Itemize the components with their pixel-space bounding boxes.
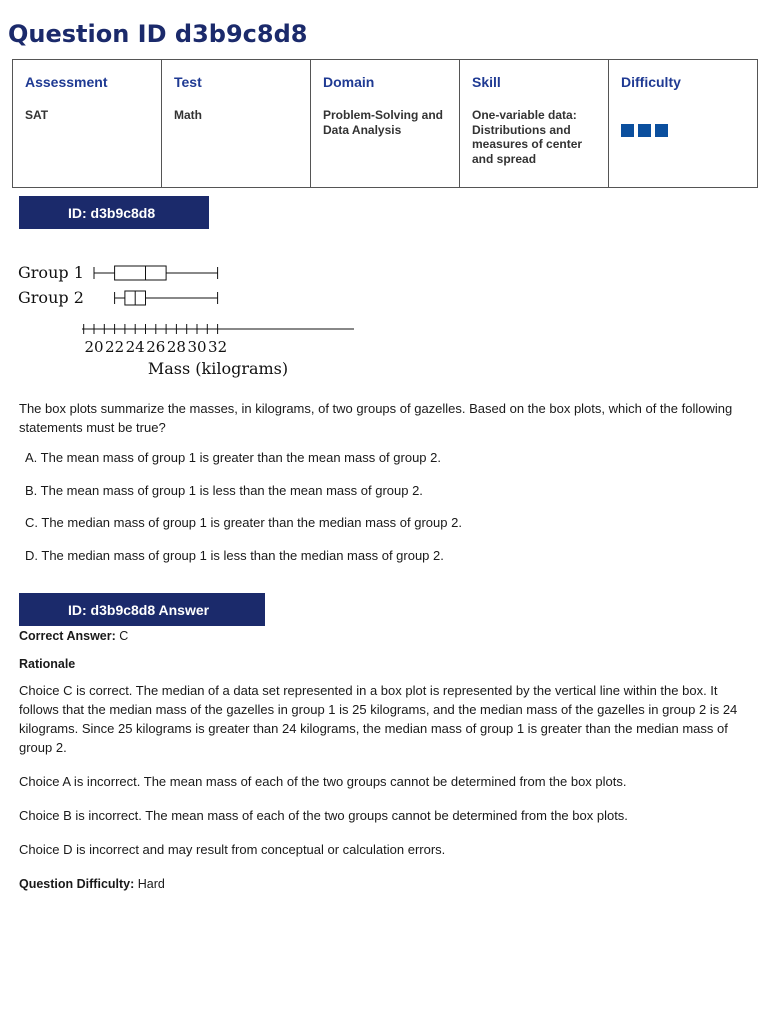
rationale-heading: Rationale — [19, 657, 76, 671]
group-1-box — [115, 266, 167, 280]
meta-value-skill: One-variable data: Distributions and measures of center and spread — [472, 108, 583, 166]
question-difficulty-value: Hard — [137, 877, 165, 891]
x-tick-label: 22 — [105, 338, 125, 356]
correct-answer-line — [19, 629, 128, 643]
x-tick-label: 32 — [208, 338, 228, 356]
meta-cell-test — [162, 60, 311, 188]
x-tick-label: 28 — [166, 338, 186, 356]
meta-cell-domain — [311, 60, 460, 188]
x-tick-label: 26 — [146, 338, 166, 356]
meta-cell-difficulty — [609, 60, 758, 188]
correct-answer-label: Correct Answer: — [19, 629, 116, 643]
rationale-paragraph-c: Choice C is correct. The median of a data set represented in a box plot is represented by the vertical line within the box. It follows that the median mass of the gazelles in group 1 is 25 kilograms, and the median mass of the gazelles in group 2 is 24 kilograms. Since 25 kilograms is greater than 24 kilograms, the median mass of group 1 is greater than the median mass of group 2. — [19, 683, 738, 755]
meta-cell-skill — [460, 60, 609, 188]
meta-header-difficulty: Difficulty — [621, 74, 681, 90]
question-prompt: The box plots summarize the masses, in kilograms, of two groups of gazelles. Based on the box plots, which of the following statements must be true? — [19, 401, 733, 435]
meta-header-skill: Skill — [472, 74, 501, 90]
rationale-paragraph-d: Choice D is incorrect and may result from conceptual or calculation errors. — [19, 842, 446, 857]
meta-cell-assessment — [13, 60, 162, 188]
question-difficulty-label: Question Difficulty: — [19, 877, 135, 891]
x-tick-label: 24 — [125, 338, 145, 356]
question-meta-table — [12, 59, 758, 188]
answer-id-bar: ID: d3b9c8d8 Answer — [19, 593, 265, 626]
choice-d: D. The median mass of group 1 is less than the median mass of group 2. — [25, 548, 444, 563]
rationale-paragraph-a: Choice A is incorrect. The mean mass of each of the two groups cannot be determined from the box plots. — [19, 774, 627, 789]
meta-header-assessment: Assessment — [25, 74, 108, 90]
question-id-bar: ID: d3b9c8d8 — [19, 196, 209, 229]
page-title: Question ID d3b9c8d8 — [8, 20, 308, 48]
choice-c: C. The median mass of group 1 is greater than the median mass of group 2. — [25, 515, 462, 530]
correct-answer-value: C — [119, 629, 129, 643]
difficulty-square — [621, 124, 634, 137]
x-tick-label: 30 — [187, 338, 207, 356]
meta-value-test: Math — [174, 108, 202, 122]
difficulty-square — [638, 124, 651, 137]
rationale-paragraph-b: Choice B is incorrect. The mean mass of each of the two groups cannot be determined from the box plots. — [19, 808, 628, 823]
meta-value-assessment: SAT — [25, 108, 49, 122]
question-difficulty-line — [19, 877, 165, 891]
choice-a: A. The mean mass of group 1 is greater than the mean mass of group 2. — [25, 450, 441, 465]
group-2-label: Group 2 — [18, 288, 84, 307]
difficulty-indicator — [621, 124, 745, 137]
choice-b: B. The mean mass of group 1 is less than the mean mass of group 2. — [25, 483, 423, 498]
x-tick-label: 20 — [84, 338, 104, 356]
meta-header-test: Test — [174, 74, 202, 90]
x-axis-title: Mass (kilograms) — [147, 359, 289, 378]
box-plot-chart — [0, 250, 380, 382]
group-1-label: Group 1 — [18, 263, 84, 282]
meta-header-domain: Domain — [323, 74, 375, 90]
difficulty-square — [655, 124, 668, 137]
meta-value-domain: Problem-Solving and Data Analysis — [323, 108, 444, 137]
